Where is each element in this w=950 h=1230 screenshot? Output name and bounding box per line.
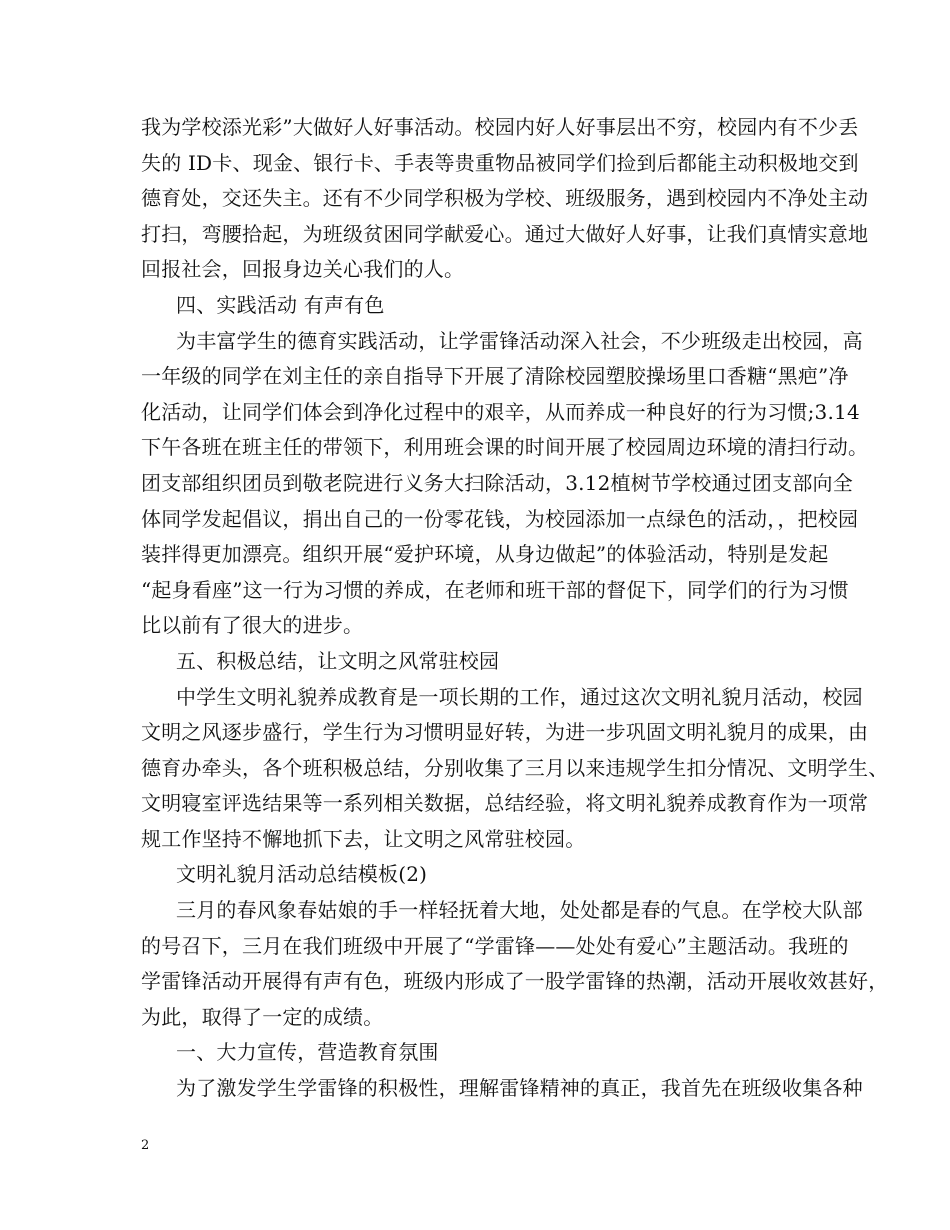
- text-line: 德育处，交还失主。还有不少同学积极为学校、班级服务，遇到校园内不净处主动: [141, 186, 869, 211]
- text-line: 为丰富学生的德育实践活动，让学雷锋活动深入社会，不少班级走出校园，高: [176, 328, 863, 353]
- text-line: “起身看座”这一行为习惯的养成，在老师和班干部的督促下，同学们的行为习惯: [141, 577, 849, 602]
- text-line: 的号召下，三月在我们班级中开展了“学雷锋——处处有爱心”主题活动。我班的: [141, 933, 849, 958]
- text-line: 团支部组织团员到敬老院进行义务大扫除活动，3.12植树节学校通过团支部向全: [141, 470, 853, 495]
- text-line: 中学生文明礼貌养成教育是一项长期的工作，通过这次文明礼貌月活动，校园: [176, 684, 863, 709]
- document-body: [141, 110, 889, 1107]
- text-line: 回报社会，回报身边关心我们的人。: [141, 257, 465, 282]
- text-line: 三月的春风象春姑娘的手一样轻抚着大地，处处都是春的气息。在学校大队部: [176, 898, 863, 923]
- text-line: 打扫，弯腰拾起，为班级贫困同学献爱心。通过大做好人好事，让我们真情实意地: [141, 221, 869, 246]
- text-line: 规工作坚持不懈地抓下去，让文明之风常驻校园。: [141, 826, 586, 851]
- text-line: 体同学发起倡议，捐出自己的一份零花钱，为校园添加一点绿色的活动，，把校园: [141, 506, 859, 531]
- text-line: 五、积极总结，让文明之风常驻校园: [176, 648, 500, 673]
- text-line: 文明礼貌月活动总结模板(2): [176, 862, 428, 887]
- text-line: 文明寝室评选结果等一系列相关数据，总结经验，将文明礼貌养成教育作为一项常: [141, 791, 869, 816]
- text-line: 下午各班在班主任的带领下，利用班会课的时间开展了校园周边环境的清扫行动。: [141, 435, 869, 460]
- text-line: 比以前有了很大的进步。: [141, 613, 364, 638]
- text-line: 为了激发学生学雷锋的积极性，理解雷锋精神的真正，我首先在班级收集各种: [176, 1076, 863, 1101]
- text-line: 失的 ID卡、现金、银行卡、手表等贵重物品被同学们捡到后都能主动积极地交到: [141, 150, 859, 175]
- text-line: 一年级的同学在刘主任的亲自指导下开展了清除校园塑胶操场里口香糖“黑疤”净: [141, 364, 849, 389]
- text-line: 为此，取得了一定的成绩。: [141, 1004, 384, 1029]
- text-line: 文明之风逐步盛行，学生行为习惯明显好转，为进一步巩固文明礼貌月的成果，由: [141, 720, 869, 745]
- text-line: 德育办牵头，各个班积极总结，分别收集了三月以来违规学生扣分情况、文明学生、: [141, 755, 889, 780]
- page-number: 2: [141, 1138, 150, 1153]
- text-line: 我为学校添光彩”大做好人好事活动。校园内好人好事层出不穷，校园内有不少丢: [141, 115, 859, 139]
- text-line: 四、实践活动 有声有色: [176, 292, 385, 317]
- text-line: 学雷锋活动开展得有声有色，班级内形成了一股学雷锋的热潮，活动开展收效甚好，: [141, 969, 889, 994]
- text-line: 装拌得更加漂亮。组织开展“爱护环境，从身边做起”的体验活动，特别是发起: [141, 542, 829, 567]
- text-line: 化活动，让同学们体会到净化过程中的艰辛，从而养成一种良好的行为习惯;3.14: [141, 399, 860, 424]
- text-line: 一、大力宣传，营造教育氛围: [176, 1040, 439, 1065]
